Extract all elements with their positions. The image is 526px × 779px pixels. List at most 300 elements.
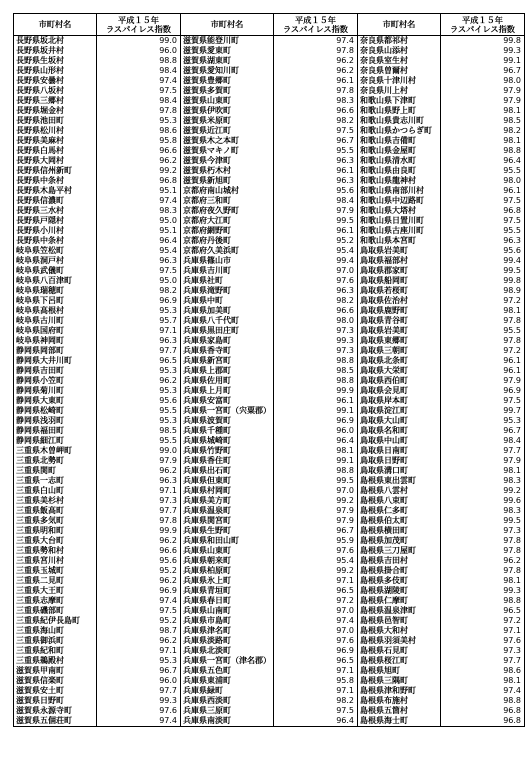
cell-index-1: 96.7: [97, 666, 181, 676]
cell-municipality-2: 滋賀県能登川町: [181, 36, 274, 47]
cell-municipality-3: 和歌山県金屋町: [358, 146, 441, 156]
cell-municipality-3: 島根県多伎町: [358, 576, 441, 586]
cell-municipality-1: 静岡県大井川町: [14, 356, 97, 366]
cell-municipality-3: 島根県布施村: [358, 696, 441, 706]
cell-index-2: 98.2: [274, 296, 358, 306]
table-row: [14, 296, 525, 306]
table-row: [14, 186, 525, 196]
table-row: [14, 376, 525, 386]
table-row: [14, 576, 525, 586]
cell-index-3: 99.7: [441, 406, 525, 416]
cell-municipality-2: 滋賀県伊吹町: [181, 106, 274, 116]
cell-municipality-1: 静岡県岡部町: [14, 346, 97, 356]
cell-index-1: 96.0: [97, 676, 181, 686]
cell-index-2: 99.4: [274, 256, 358, 266]
table-row: [14, 336, 525, 346]
table-row: [14, 236, 525, 246]
cell-municipality-1: 滋賀県安土町: [14, 686, 97, 696]
cell-municipality-2: 兵庫県社町: [181, 276, 274, 286]
cell-municipality-1: 静岡県吉田町: [14, 366, 97, 376]
cell-index-3: 96.1: [441, 186, 525, 196]
cell-index-3: 97.3: [441, 526, 525, 536]
cell-index-3: 98.1: [441, 576, 525, 586]
cell-municipality-2: 京都府網野町: [181, 226, 274, 236]
cell-index-2: 98.0: [274, 316, 358, 326]
cell-municipality-1: 長野県池田町: [14, 116, 97, 126]
cell-municipality-1: 三重県白山町: [14, 486, 97, 496]
cell-municipality-1: 長野県坂井村: [14, 46, 97, 56]
cell-municipality-2: 兵庫県吉川町: [181, 266, 274, 276]
cell-index-3: 95.3: [441, 416, 525, 426]
table-row: [14, 116, 525, 126]
cell-index-1: 96.0: [97, 46, 181, 56]
cell-municipality-2: 兵庫県新宮町: [181, 356, 274, 366]
cell-index-3: 98.1: [441, 106, 525, 116]
table-row: [14, 506, 525, 516]
cell-index-1: 96.3: [97, 256, 181, 266]
cell-index-2: 99.1: [274, 456, 358, 466]
cell-municipality-1: 長野県中条村: [14, 176, 97, 186]
cell-index-2: 96.2: [274, 66, 358, 76]
table-row: [14, 426, 525, 436]
cell-municipality-2: 滋賀県豊郷町: [181, 76, 274, 86]
cell-index-3: 97.8: [441, 536, 525, 546]
cell-municipality-3: 奈良県川上村: [358, 86, 441, 96]
cell-municipality-1: 静岡県福田町: [14, 426, 97, 436]
cell-index-3: 98.0: [441, 176, 525, 186]
cell-municipality-1: 長野県三水村: [14, 206, 97, 216]
cell-index-1: 97.4: [97, 196, 181, 206]
cell-index-3: 97.4: [441, 686, 525, 696]
cell-index-1: 96.2: [97, 536, 181, 546]
cell-municipality-3: 和歌山県清水町: [358, 156, 441, 166]
cell-index-3: 98.1: [441, 306, 525, 316]
cell-municipality-2: 滋賀県湖東町: [181, 56, 274, 66]
cell-index-3: 95.5: [441, 326, 525, 336]
cell-index-2: 95.4: [274, 246, 358, 256]
cell-municipality-1: 三重県紀和町: [14, 646, 97, 656]
cell-municipality-3: 鳥取県西伯町: [358, 376, 441, 386]
cell-index-1: 96.3: [97, 476, 181, 486]
cell-municipality-2: 兵庫県市島町: [181, 616, 274, 626]
cell-municipality-1: 三重県関町: [14, 466, 97, 476]
cell-index-1: 97.5: [97, 86, 181, 96]
cell-municipality-2: 兵庫県上月町: [181, 386, 274, 396]
cell-index-1: 96.4: [97, 236, 181, 246]
cell-index-1: 96.8: [97, 176, 181, 186]
cell-municipality-3: 島根県三刀屋町: [358, 546, 441, 556]
cell-index-1: 96.9: [97, 296, 181, 306]
cell-municipality-3: 和歌山県野上町: [358, 106, 441, 116]
cell-municipality-1: 静岡県浅羽町: [14, 416, 97, 426]
cell-index-2: 96.6: [274, 106, 358, 116]
cell-municipality-2: 兵庫県加美町: [181, 306, 274, 316]
cell-municipality-3: 和歌山県古座川町: [358, 226, 441, 236]
table-row: [14, 516, 525, 526]
cell-municipality-3: 鳥取県溝口町: [358, 466, 441, 476]
cell-index-1: 98.3: [97, 206, 181, 216]
table-row: [14, 676, 525, 686]
cell-municipality-3: 鳥取県船岡町: [358, 276, 441, 286]
cell-index-2: 98.3: [274, 96, 358, 106]
cell-municipality-3: 鳥取県岸本町: [358, 396, 441, 406]
cell-municipality-1: 長野県松川村: [14, 126, 97, 136]
cell-municipality-2: 兵庫県氷上町: [181, 576, 274, 586]
cell-index-3: 98.3: [441, 476, 525, 486]
cell-municipality-3: 鳥取県岩美町: [358, 326, 441, 336]
cell-index-2: 95.5: [274, 146, 358, 156]
cell-municipality-3: 島根県三隅町: [358, 676, 441, 686]
cell-index-3: 96.7: [441, 426, 525, 436]
cell-index-1: 95.1: [97, 186, 181, 196]
cell-index-3: 97.9: [441, 86, 525, 96]
cell-index-2: 96.0: [274, 426, 358, 436]
cell-index-3: 98.4: [441, 436, 525, 446]
cell-index-2: 97.0: [274, 266, 358, 276]
cell-index-1: 96.9: [97, 586, 181, 596]
cell-index-1: 95.3: [97, 656, 181, 666]
cell-municipality-2: 兵庫県上郡町: [181, 366, 274, 376]
cell-municipality-1: 岐阜県古川町: [14, 316, 97, 326]
cell-index-1: 95.3: [97, 416, 181, 426]
cell-index-1: 95.4: [97, 246, 181, 256]
cell-index-1: 98.5: [97, 426, 181, 436]
cell-municipality-3: 島根県横田町: [358, 526, 441, 536]
cell-municipality-2: 兵庫県温泉町: [181, 506, 274, 516]
table-row: [14, 136, 525, 146]
cell-index-3: 96.8: [441, 706, 525, 716]
cell-index-1: 95.6: [97, 556, 181, 566]
cell-municipality-3: 島根県石見町: [358, 646, 441, 656]
cell-municipality-1: 滋賀県五個荘町: [14, 716, 97, 727]
cell-index-3: 97.6: [441, 636, 525, 646]
cell-index-2: 97.1: [274, 666, 358, 676]
cell-municipality-3: 島根県邑智町: [358, 616, 441, 626]
cell-index-2: 99.5: [274, 216, 358, 226]
cell-municipality-3: 島根県五箇村: [358, 706, 441, 716]
table-row: [14, 366, 525, 376]
cell-municipality-2: 京都府三和町: [181, 196, 274, 206]
table-row: [14, 556, 525, 566]
cell-municipality-2: 兵庫県山南町: [181, 606, 274, 616]
cell-index-3: 96.5: [441, 606, 525, 616]
cell-municipality-2: 兵庫県三原町: [181, 706, 274, 716]
cell-municipality-3: 島根県大和村: [358, 626, 441, 636]
cell-index-2: 96.6: [274, 306, 358, 316]
cell-index-2: 98.8: [274, 466, 358, 476]
cell-municipality-2: 滋賀県朽木村: [181, 166, 274, 176]
cell-index-3: 99.4: [441, 256, 525, 266]
cell-municipality-2: 滋賀県木之本町: [181, 136, 274, 146]
cell-index-3: 96.8: [441, 716, 525, 727]
cell-index-3: 97.2: [441, 296, 525, 306]
cell-index-2: 96.9: [274, 646, 358, 656]
table-row: [14, 96, 525, 106]
table-row: [14, 316, 525, 326]
cell-municipality-2: 兵庫県村岡町: [181, 486, 274, 496]
cell-municipality-2: 兵庫県竹野町: [181, 446, 274, 456]
cell-index-2: 98.1: [274, 446, 358, 456]
cell-index-1: 95.0: [97, 216, 181, 226]
table-row: [14, 686, 525, 696]
cell-municipality-2: 兵庫県柏原町: [181, 566, 274, 576]
cell-municipality-1: 長野県戸隠村: [14, 216, 97, 226]
cell-index-2: 95.9: [274, 536, 358, 546]
cell-municipality-1: 三重県木曽岬町: [14, 446, 97, 456]
cell-index-1: 97.4: [97, 76, 181, 86]
cell-index-3: 96.8: [441, 206, 525, 216]
cell-index-3: 98.9: [441, 286, 525, 296]
table-row: [14, 36, 525, 47]
cell-index-1: 98.4: [97, 66, 181, 76]
table-row: [14, 586, 525, 596]
cell-index-2: 97.9: [274, 516, 358, 526]
cell-index-2: 97.0: [274, 486, 358, 496]
cell-municipality-3: 鳥取県佐治村: [358, 296, 441, 306]
cell-index-3: 98.8: [441, 146, 525, 156]
cell-index-3: 97.7: [441, 656, 525, 666]
cell-index-1: 97.7: [97, 346, 181, 356]
cell-index-2: 95.8: [274, 676, 358, 686]
cell-municipality-2: 兵庫県篠山市: [181, 256, 274, 266]
cell-municipality-3: 島根県桜江町: [358, 656, 441, 666]
cell-municipality-1: 三重県美杉村: [14, 496, 97, 506]
cell-municipality-3: 島根県八雲村: [358, 486, 441, 496]
cell-index-3: 99.3: [441, 586, 525, 596]
table-row: [14, 256, 525, 266]
cell-municipality-1: 滋賀県信楽町: [14, 676, 97, 686]
table-row: [14, 56, 525, 66]
cell-municipality-3: 鳥取県大栄町: [358, 366, 441, 376]
cell-municipality-3: 鳥取県日野町: [358, 456, 441, 466]
table-row: [14, 616, 525, 626]
cell-municipality-3: 島根県加茂町: [358, 536, 441, 546]
cell-municipality-1: 長野県堀金村: [14, 106, 97, 116]
table-row: [14, 396, 525, 406]
cell-municipality-1: 静岡県細江町: [14, 436, 97, 446]
cell-index-3: 98.1: [441, 466, 525, 476]
cell-municipality-3: 島根県東出雲町: [358, 476, 441, 486]
cell-municipality-1: 岐阜県下呂町: [14, 296, 97, 306]
cell-index-3: 97.8: [441, 546, 525, 556]
cell-municipality-2: 兵庫県青垣町: [181, 586, 274, 596]
cell-municipality-1: 長野県美麻村: [14, 136, 97, 146]
cell-municipality-2: 滋賀県愛知川町: [181, 66, 274, 76]
cell-index-2: 98.4: [274, 196, 358, 206]
cell-municipality-2: 滋賀県今津町: [181, 156, 274, 166]
cell-municipality-2: 滋賀県米原町: [181, 116, 274, 126]
cell-index-3: 98.1: [441, 136, 525, 146]
table-row: [14, 716, 525, 727]
table-row: [14, 446, 525, 456]
cell-municipality-2: 兵庫県緑町: [181, 686, 274, 696]
cell-index-1: 99.9: [97, 526, 181, 536]
cell-index-1: 95.5: [97, 436, 181, 446]
cell-municipality-1: 三重県宮川村: [14, 556, 97, 566]
cell-index-2: 96.9: [274, 416, 358, 426]
table-row: [14, 596, 525, 606]
cell-index-1: 97.8: [97, 516, 181, 526]
cell-municipality-1: 三重県大台町: [14, 536, 97, 546]
cell-index-3: 99.1: [441, 56, 525, 66]
cell-index-2: 96.1: [274, 226, 358, 236]
cell-index-2: 99.2: [274, 496, 358, 506]
cell-index-1: 97.1: [97, 326, 181, 336]
cell-index-1: 96.2: [97, 576, 181, 586]
table-row: [14, 126, 525, 136]
cell-index-2: 96.3: [274, 156, 358, 166]
cell-municipality-3: 奈良県都祁村: [358, 36, 441, 47]
table-row: [14, 456, 525, 466]
cell-index-3: 97.5: [441, 196, 525, 206]
cell-index-3: 99.2: [441, 486, 525, 496]
cell-index-2: 97.3: [274, 326, 358, 336]
cell-index-1: 98.2: [97, 286, 181, 296]
cell-index-2: 97.8: [274, 46, 358, 56]
cell-index-2: 96.5: [274, 656, 358, 666]
cell-municipality-2: 兵庫県津名町: [181, 626, 274, 636]
cell-municipality-2: 兵庫県安富町: [181, 396, 274, 406]
cell-municipality-1: 三重県一志町: [14, 476, 97, 486]
cell-municipality-1: 滋賀県日野町: [14, 696, 97, 706]
cell-index-1: 96.3: [97, 336, 181, 346]
cell-municipality-1: 三重県北勢町: [14, 456, 97, 466]
cell-municipality-2: 兵庫県生野町: [181, 526, 274, 536]
header-row: [14, 14, 525, 36]
cell-municipality-1: 岐阜県国府町: [14, 326, 97, 336]
cell-municipality-1: 三重県二見町: [14, 576, 97, 586]
cell-municipality-2: 兵庫県山東町: [181, 546, 274, 556]
cell-index-3: 97.9: [441, 456, 525, 466]
table-row: [14, 476, 525, 486]
cell-index-2: 97.0: [274, 626, 358, 636]
cell-index-2: 98.2: [274, 696, 358, 706]
cell-index-3: 98.2: [441, 126, 525, 136]
cell-municipality-1: 岐阜県高根村: [14, 306, 97, 316]
cell-municipality-3: 奈良県十津川村: [358, 76, 441, 86]
cell-index-2: 95.4: [274, 556, 358, 566]
cell-municipality-1: 長野県山形村: [14, 66, 97, 76]
cell-index-2: 99.9: [274, 386, 358, 396]
cell-index-2: 97.1: [274, 686, 358, 696]
cell-municipality-2: 兵庫県東浦町: [181, 676, 274, 686]
cell-municipality-3: 鳥取県会見町: [358, 386, 441, 396]
cell-index-3: 97.8: [441, 316, 525, 326]
cell-municipality-2: 兵庫県滝野町: [181, 286, 274, 296]
cell-municipality-2: 兵庫県八千代町: [181, 316, 274, 326]
cell-index-2: 96.4: [274, 436, 358, 446]
cell-index-3: 98.3: [441, 506, 525, 516]
cell-index-2: 96.4: [274, 716, 358, 727]
cell-municipality-3: 奈良県室生村: [358, 56, 441, 66]
cell-index-1: 95.0: [97, 276, 181, 286]
cell-municipality-2: 兵庫県一宮町（宍粟郡）: [181, 406, 274, 416]
col-header-index-2: 平成１５年 ラスパイレス指数: [274, 14, 358, 36]
table-row: [14, 646, 525, 656]
table-row: [14, 286, 525, 296]
cell-index-1: 97.3: [97, 496, 181, 506]
cell-municipality-3: 島根県掛合町: [358, 566, 441, 576]
table-body: [14, 36, 525, 727]
cell-index-2: 97.8: [274, 86, 358, 96]
cell-index-3: 96.2: [441, 556, 525, 566]
cell-index-2: 97.9: [274, 506, 358, 516]
cell-index-1: 96.2: [97, 156, 181, 166]
cell-index-2: 97.5: [274, 706, 358, 716]
cell-index-2: 99.5: [274, 476, 358, 486]
cell-index-2: 97.4: [274, 616, 358, 626]
cell-index-2: 96.1: [274, 166, 358, 176]
cell-municipality-2: 兵庫県和田山町: [181, 536, 274, 546]
cell-index-2: 97.6: [274, 276, 358, 286]
cell-municipality-1: 岐阜県武儀町: [14, 266, 97, 276]
cell-municipality-3: 和歌山県貴志川町: [358, 116, 441, 126]
cell-index-3: 97.1: [441, 626, 525, 636]
table-row: [14, 276, 525, 286]
cell-municipality-3: 和歌山県日置川町: [358, 216, 441, 226]
cell-municipality-1: 静岡県小笠町: [14, 376, 97, 386]
cell-index-1: 99.0: [97, 446, 181, 456]
cell-index-2: 96.7: [274, 136, 358, 146]
cell-index-1: 96.6: [97, 546, 181, 556]
cell-municipality-1: 滋賀県甲南町: [14, 666, 97, 676]
cell-index-1: 98.4: [97, 96, 181, 106]
table-row: [14, 266, 525, 276]
cell-index-1: 97.7: [97, 506, 181, 516]
table-row: [14, 326, 525, 336]
table-row: [14, 496, 525, 506]
cell-index-1: 99.2: [97, 166, 181, 176]
cell-municipality-1: 滋賀県永源寺町: [14, 706, 97, 716]
cell-index-3: 97.9: [441, 376, 525, 386]
col-header-municipality-2: 市町村名: [181, 14, 274, 36]
cell-municipality-2: 京都府久美浜町: [181, 246, 274, 256]
cell-index-3: 99.8: [441, 36, 525, 47]
cell-municipality-3: 島根県仁多町: [358, 506, 441, 516]
cell-municipality-2: 京都府夜久野町: [181, 206, 274, 216]
cell-index-2: 96.2: [274, 56, 358, 66]
cell-municipality-3: 和歌山県下津町: [358, 96, 441, 106]
cell-municipality-2: 滋賀県マキノ町: [181, 146, 274, 156]
cell-index-3: 99.3: [441, 46, 525, 56]
table-row: [14, 666, 525, 676]
cell-index-2: 97.6: [274, 636, 358, 646]
cell-index-1: 98.8: [97, 56, 181, 66]
cell-municipality-2: 兵庫県淡路町: [181, 636, 274, 646]
cell-index-2: 97.2: [274, 596, 358, 606]
cell-municipality-1: 長野県八坂村: [14, 86, 97, 96]
cell-index-3: 97.5: [441, 396, 525, 406]
cell-municipality-3: 鳥取県淀江町: [358, 406, 441, 416]
cell-index-2: 96.3: [274, 176, 358, 186]
table-row: [14, 466, 525, 476]
cell-municipality-2: 兵庫県香寺町: [181, 346, 274, 356]
cell-municipality-1: 長野県大岡村: [14, 156, 97, 166]
table-row: [14, 346, 525, 356]
cell-index-2: 97.6: [274, 546, 358, 556]
col-header-municipality-1: 市町村名: [14, 14, 97, 36]
cell-municipality-3: 鳥取県岩美町: [358, 246, 441, 256]
cell-municipality-2: 滋賀県新旭町: [181, 176, 274, 186]
table-row: [14, 626, 525, 636]
table-row: [14, 216, 525, 226]
table-row: [14, 656, 525, 666]
cell-municipality-3: 鳥取県大山町: [358, 416, 441, 426]
cell-municipality-2: 兵庫県城崎町: [181, 436, 274, 446]
cell-index-2: 96.7: [274, 526, 358, 536]
cell-municipality-3: 和歌山県南部川村: [358, 186, 441, 196]
cell-municipality-1: 岐阜県洞戸村: [14, 256, 97, 266]
